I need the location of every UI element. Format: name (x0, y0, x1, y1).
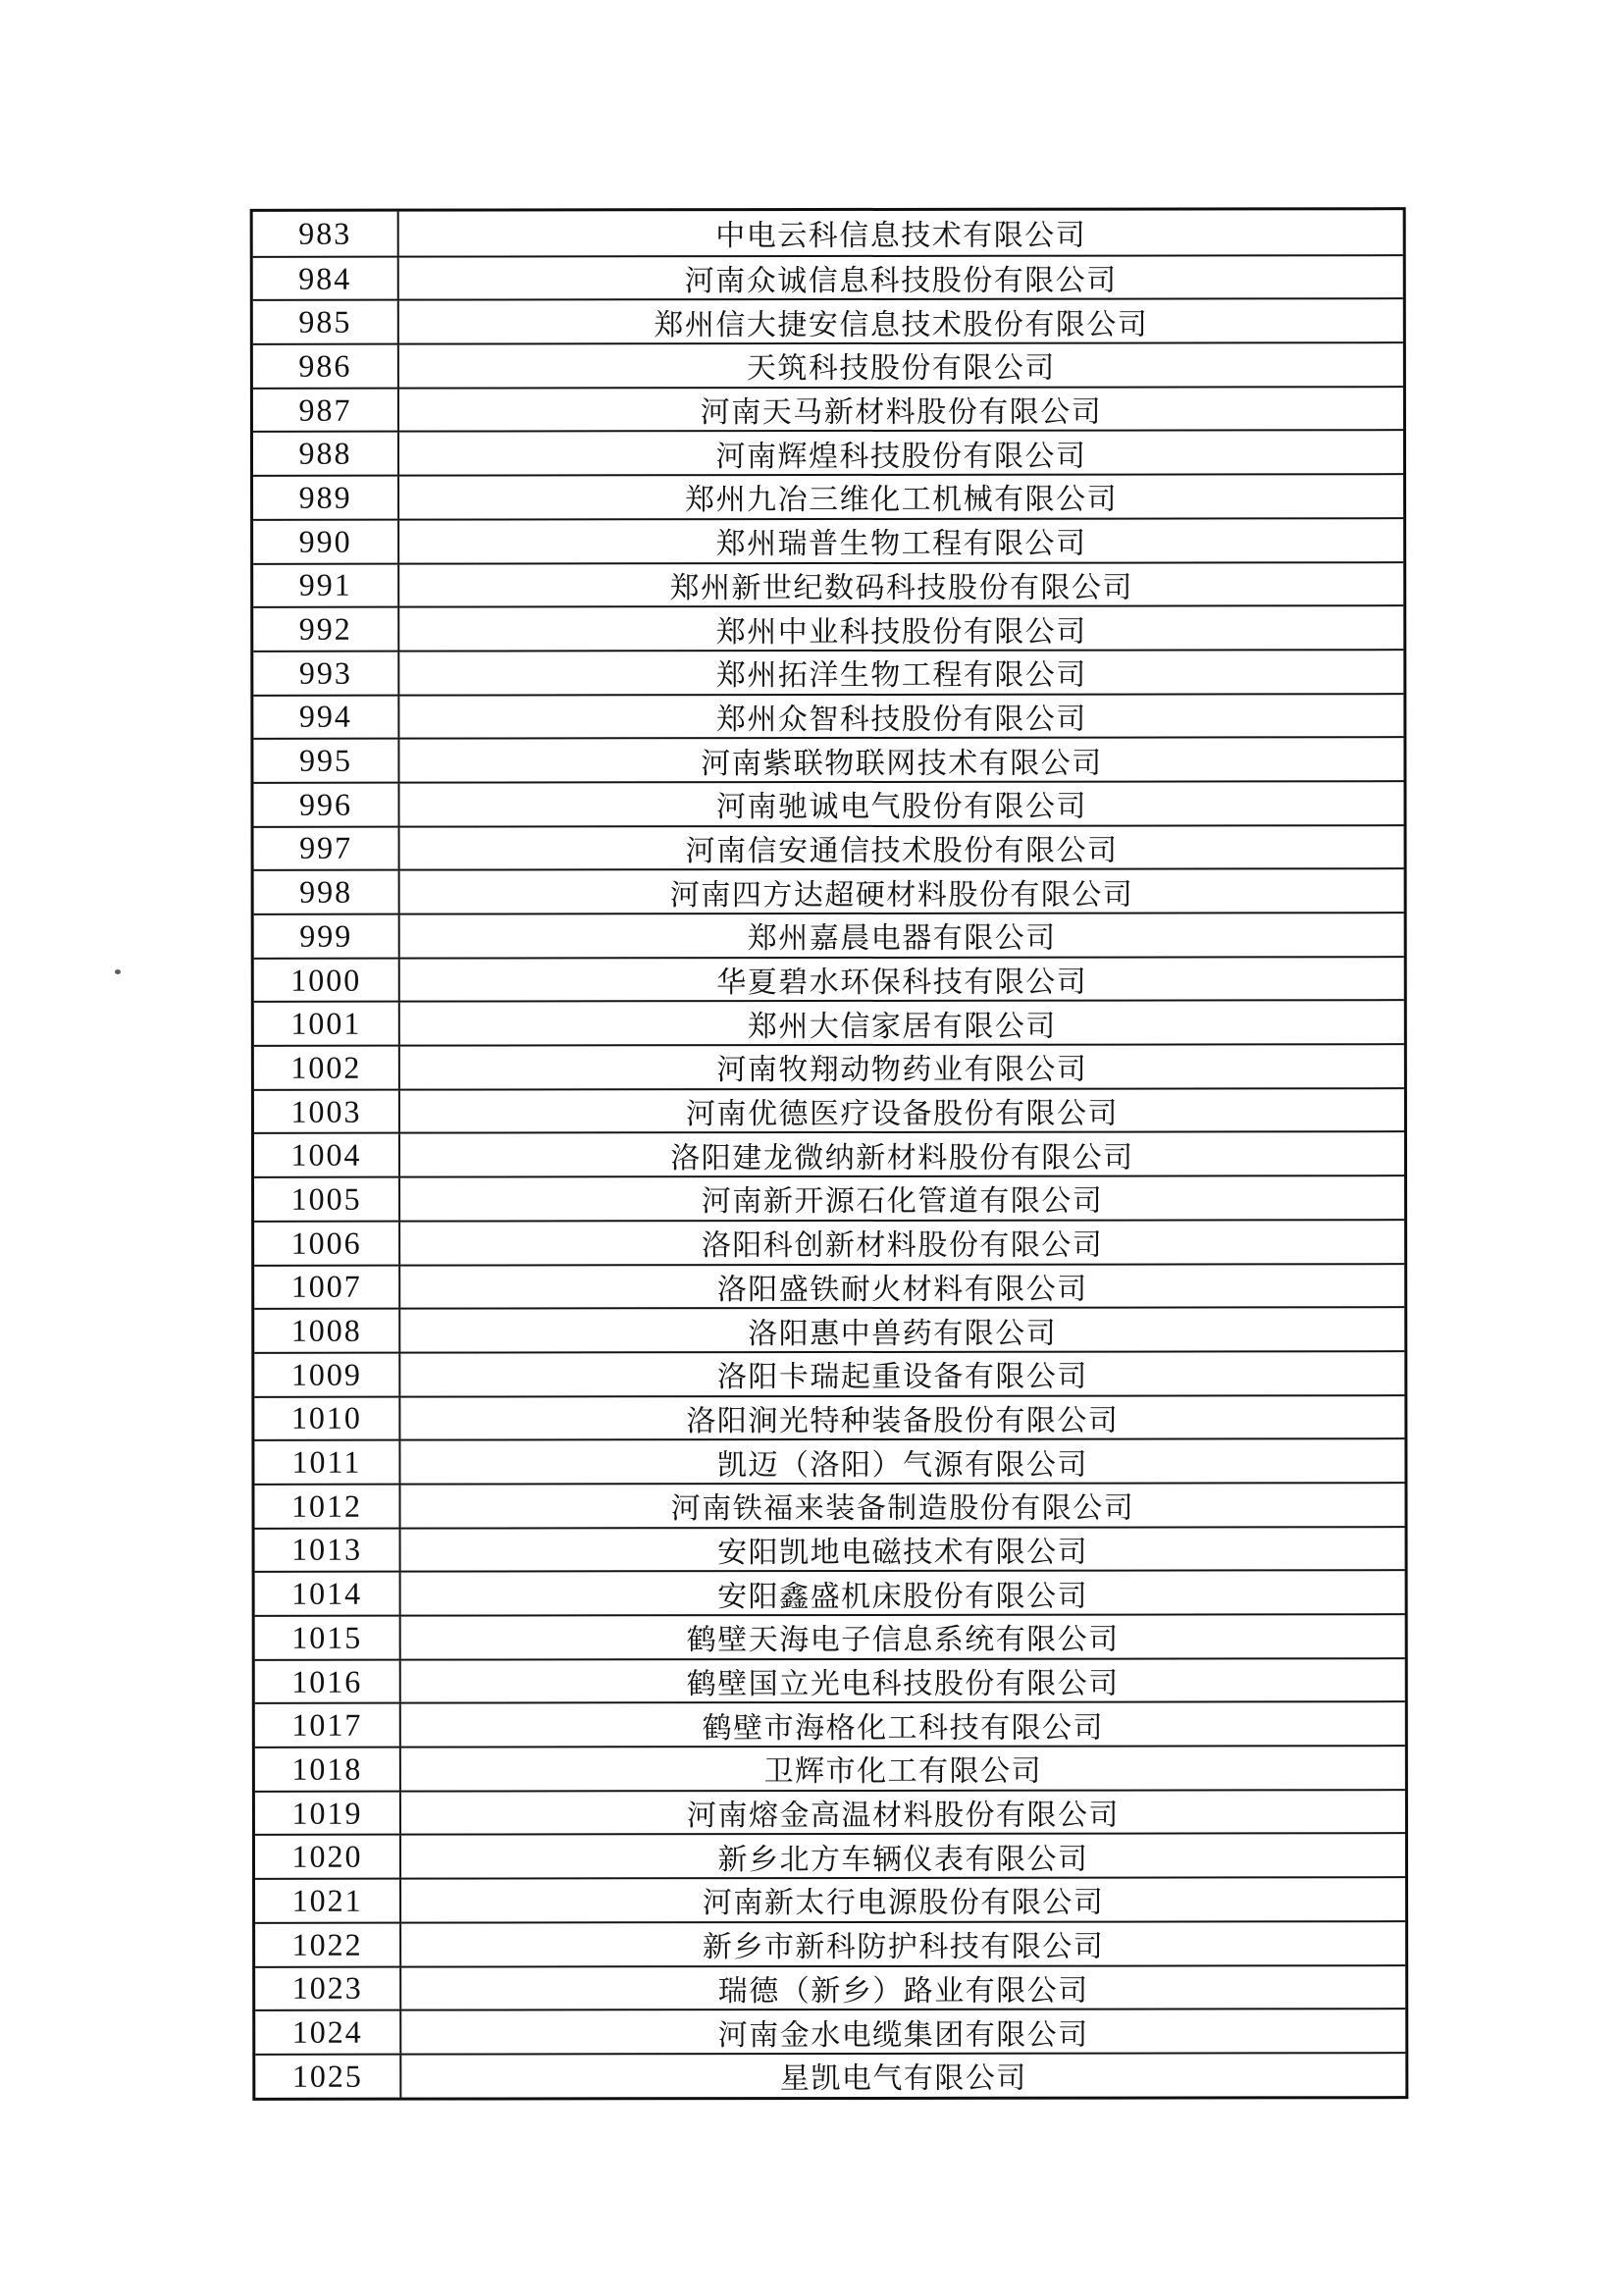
row-number: 986 (253, 345, 399, 388)
company-name: 鹤壁国立光电科技股份有限公司 (686, 1667, 1120, 1701)
scan-speck-artifact (115, 969, 121, 974)
table-row (254, 1306, 1404, 1351)
row-number: 1018 (255, 1748, 401, 1791)
company-name: 郑州瑞普生物工程有限公司 (715, 527, 1087, 561)
row-number: 999 (254, 915, 400, 958)
row-number: 1000 (254, 959, 400, 1001)
row-number: 1001 (254, 1003, 400, 1045)
company-name: 凯迈（洛阳）气源有限公司 (716, 1448, 1088, 1482)
company-name: 郑州拓洋生物工程有限公司 (715, 658, 1087, 693)
company-name: 河南紫联物联网技术有限公司 (701, 747, 1103, 780)
table-row (254, 1000, 1404, 1045)
company-name: 河南驰诚电气股份有限公司 (715, 790, 1088, 824)
table-row (253, 693, 1403, 738)
company-name: 新乡市新科防护科技有限公司 (702, 1930, 1105, 1964)
table-row (254, 867, 1404, 913)
row-number: 985 (253, 301, 399, 343)
table-row (254, 1219, 1404, 1264)
row-number: 1021 (255, 1880, 401, 1922)
table-row (253, 298, 1403, 343)
company-name: 河南优德医疗设备股份有限公司 (685, 1097, 1119, 1131)
row-number: 1025 (255, 2055, 401, 2097)
company-name: 新乡北方车辆仪表有限公司 (717, 1843, 1089, 1876)
company-name: 郑州众智科技股份有限公司 (715, 703, 1087, 737)
row-number: 1017 (255, 1704, 401, 1747)
table-row (253, 210, 1403, 255)
table-row (255, 1657, 1405, 1702)
row-number: 1019 (255, 1792, 401, 1834)
company-name: 河南辉煌科技股份有限公司 (715, 440, 1087, 473)
row-number: 995 (253, 740, 399, 782)
company-name: 河南新开源石化管道有限公司 (701, 1185, 1104, 1219)
company-name: 洛阳惠中兽药有限公司 (748, 1317, 1058, 1350)
company-name: 郑州新世纪数码科技股份有限公司 (669, 571, 1133, 605)
table-row (255, 1920, 1405, 1965)
company-name: 河南牧翔动物药业有限公司 (716, 1054, 1088, 1087)
table-row (255, 1964, 1405, 2009)
table-row (254, 1131, 1404, 1176)
row-number: 1003 (254, 1090, 400, 1132)
company-name: 郑州中业科技股份有限公司 (715, 615, 1087, 649)
table-row (253, 341, 1403, 387)
row-number: 992 (253, 608, 399, 651)
row-number: 1008 (254, 1310, 400, 1352)
table-row (253, 517, 1403, 562)
row-number: 989 (253, 477, 399, 519)
company-name: 洛阳卡瑞起重设备有限公司 (716, 1360, 1088, 1394)
table-row (253, 561, 1403, 606)
row-number: 1011 (254, 1441, 400, 1484)
table-row (255, 1613, 1405, 1658)
company-name: 河南新太行电源股份有限公司 (702, 1887, 1105, 1920)
row-number: 988 (253, 433, 399, 475)
company-name: 河南熔金高温材料股份有限公司 (686, 1799, 1120, 1833)
table-row (255, 1526, 1405, 1571)
table-row (253, 386, 1403, 431)
table-row (253, 780, 1403, 825)
row-number: 990 (253, 520, 399, 562)
company-name: 河南金水电缆集团有限公司 (717, 2018, 1089, 2052)
table-row (254, 1394, 1404, 1439)
table-row (254, 1350, 1404, 1395)
company-name: 洛阳涧光特种装备股份有限公司 (686, 1404, 1120, 1438)
row-number: 1009 (254, 1353, 400, 1395)
company-name: 河南铁福来装备制造股份有限公司 (670, 1491, 1135, 1526)
table-row (254, 1437, 1404, 1483)
table-row (254, 956, 1404, 1001)
table-row (255, 1789, 1405, 1834)
table-row (253, 649, 1403, 694)
row-number: 983 (253, 212, 399, 256)
row-number: 1012 (254, 1486, 400, 1528)
company-name: 瑞德（新乡）路业有限公司 (717, 1974, 1089, 2009)
company-name: 洛阳建龙微纳新材料股份有限公司 (670, 1141, 1134, 1175)
table-row (254, 1087, 1404, 1132)
row-number: 1002 (254, 1047, 400, 1089)
table-row (255, 1701, 1405, 1747)
row-number: 998 (254, 871, 400, 913)
company-name: 鹤壁天海电子信息系统有限公司 (686, 1623, 1120, 1657)
row-number: 997 (254, 827, 400, 869)
row-number: 1010 (254, 1397, 400, 1439)
company-name: 河南众诚信息科技股份有限公司 (684, 264, 1118, 298)
table-row (254, 824, 1404, 869)
company-name: 郑州九冶三维化工机械有限公司 (685, 484, 1119, 517)
company-name: 洛阳盛铁耐火材料有限公司 (716, 1273, 1088, 1307)
row-number: 1004 (254, 1134, 400, 1176)
row-number: 987 (253, 389, 399, 431)
company-name: 郑州嘉晨电器有限公司 (747, 922, 1057, 956)
table-row (253, 430, 1403, 475)
row-number: 1005 (254, 1178, 400, 1221)
table-row (255, 1569, 1405, 1614)
row-number: 993 (253, 652, 399, 694)
row-number: 1015 (255, 1617, 401, 1659)
table-row (254, 1043, 1404, 1088)
company-name: 天筑科技股份有限公司 (746, 352, 1056, 386)
table-row (253, 736, 1403, 781)
row-number: 994 (253, 696, 399, 738)
row-number: 1016 (255, 1660, 401, 1702)
table-row (254, 1263, 1404, 1308)
table-row (253, 604, 1403, 650)
table-row (255, 1876, 1405, 1921)
company-name: 郑州信大捷安信息技术股份有限公司 (654, 308, 1149, 341)
row-number: 1023 (255, 1967, 401, 2009)
company-name: 郑州大信家居有限公司 (747, 1010, 1057, 1043)
row-number: 1022 (255, 1923, 401, 1965)
company-name: 星凯电气有限公司 (779, 2061, 1027, 2096)
company-name: 安阳凯地电磁技术有限公司 (717, 1536, 1089, 1570)
company-name: 安阳鑫盛机床股份有限公司 (717, 1580, 1089, 1613)
table-row (254, 1174, 1404, 1220)
table-row (255, 1745, 1405, 1790)
row-number: 1007 (254, 1266, 400, 1308)
row-number: 1024 (255, 2011, 401, 2054)
table-row (254, 912, 1404, 957)
row-number: 1020 (255, 1836, 401, 1878)
table-row (253, 473, 1403, 518)
table-row (254, 1482, 1404, 1527)
row-number: 1013 (255, 1529, 401, 1571)
company-name: 河南四方达超硬材料股份有限公司 (669, 878, 1134, 912)
row-number: 991 (253, 564, 399, 606)
company-name: 卫辉市化工有限公司 (763, 1755, 1043, 1789)
table-row (255, 2052, 1405, 2097)
table-row (255, 2008, 1405, 2053)
company-name: 洛阳科创新材料股份有限公司 (701, 1228, 1104, 1263)
row-number: 984 (253, 257, 399, 299)
row-number: 1014 (255, 1573, 401, 1615)
company-name: 中电云科信息技术有限公司 (715, 219, 1087, 253)
row-number: 1006 (254, 1222, 400, 1264)
company-name: 鹤壁市海格化工科技有限公司 (702, 1711, 1105, 1745)
company-name: 华夏碧水环保科技有限公司 (716, 965, 1088, 1000)
table-row (255, 1833, 1405, 1878)
table-row (253, 254, 1403, 299)
company-list-table (250, 207, 1409, 2100)
company-name: 河南天马新材料股份有限公司 (700, 395, 1103, 430)
company-name: 河南信安通信技术股份有限公司 (685, 834, 1119, 868)
row-number: 996 (253, 784, 399, 826)
